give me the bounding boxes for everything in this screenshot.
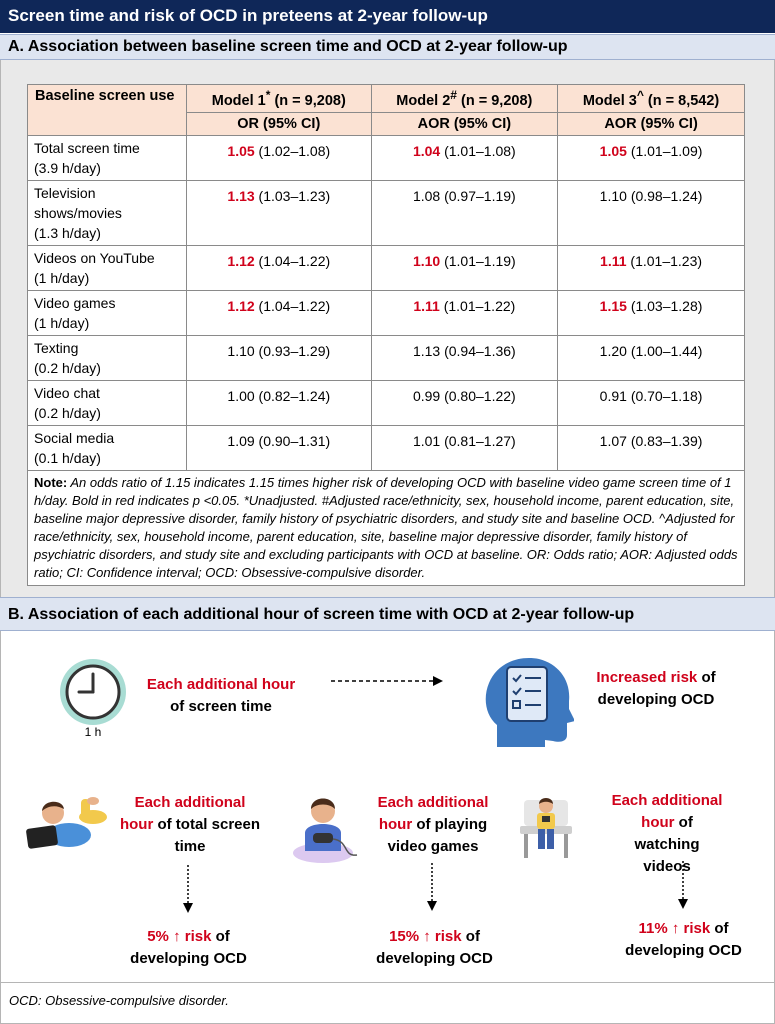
confidence-interval: (0.83–1.39) bbox=[630, 432, 703, 449]
item-2-arrow-icon bbox=[425, 863, 439, 913]
col-stat-model-2: AOR (95% CI) bbox=[371, 112, 558, 135]
item-1-result: 5% ↑ risk of developing OCD bbox=[130, 928, 247, 967]
table-row bbox=[28, 180, 745, 245]
estimate-cell bbox=[371, 425, 558, 470]
col-stat-model-1: OR (95% CI) bbox=[187, 112, 372, 135]
estimate-cell bbox=[187, 245, 372, 290]
table-note: Note: An odds ratio of 1.15 indicates 1.15 times higher risk of developing OCD with baseline video game screen time of 1 h/day. Bold in red indicates p <0.05. *Unadjusted. #Adjusted race/ethnicity, sex, household income, parent education, site, baseline major depressive disorder, family history of psychiatric disorders, and study site and baseline OCD. ^Adjusted for race/ethnicity, sex, household income, parent education, site, baseline major depressive disorder, family history of psychiatric disorders, and study site and excluding participants with OCD at baseline. OR: Odds ratio; AOR: Adjusted odds ratio; CI: Confidence interval; OCD: Obsessive-compulsive disorder. bbox=[28, 470, 745, 585]
row-label-line: (1 h/day) bbox=[34, 269, 90, 286]
estimate-value: 1.08 bbox=[412, 187, 441, 204]
item-1-arrow-icon bbox=[181, 865, 195, 915]
estimate-cell bbox=[558, 135, 745, 180]
table-row bbox=[28, 290, 745, 335]
estimate-cell bbox=[558, 380, 745, 425]
estimate-value: 0.99 bbox=[412, 387, 441, 404]
item-2-result: 15% ↑ risk of developing OCD bbox=[376, 928, 493, 967]
confidence-interval: (1.02–1.08) bbox=[258, 142, 331, 159]
top-left-text: Each additional hour of screen time bbox=[146, 676, 296, 715]
row-label-line: Social media bbox=[34, 429, 115, 446]
row-label-line: Total screen time bbox=[34, 139, 140, 156]
estimate-cell bbox=[187, 380, 372, 425]
row-label-line: (0.2 h/day) bbox=[34, 359, 101, 376]
estimate-cell bbox=[371, 380, 558, 425]
col-header-baseline: Baseline screen use bbox=[28, 85, 187, 136]
row-label-line: (0.1 h/day) bbox=[34, 449, 101, 466]
table-row bbox=[28, 245, 745, 290]
row-label bbox=[28, 135, 187, 180]
item-3-result: 11% ↑ risk of developing OCD bbox=[625, 920, 742, 959]
estimate-cell bbox=[558, 180, 745, 245]
section-b-panel bbox=[0, 631, 775, 982]
estimate-cell bbox=[558, 335, 745, 380]
estimate-cell bbox=[187, 290, 372, 335]
estimate-value: 0.91 bbox=[599, 387, 627, 404]
estimate-value: 1.13 bbox=[412, 342, 441, 359]
association-table bbox=[27, 84, 745, 586]
row-label-line: Video chat bbox=[34, 384, 100, 401]
confidence-interval: (1.01–1.23) bbox=[630, 252, 703, 269]
confidence-interval: (1.00–1.44) bbox=[630, 342, 703, 359]
section-a-header: A. Association between baseline screen time and OCD at 2-year follow-up bbox=[0, 34, 775, 60]
row-label-line: (1.3 h/day) bbox=[34, 224, 101, 241]
confidence-interval: (1.01–1.09) bbox=[630, 142, 703, 159]
table-row bbox=[28, 335, 745, 380]
estimate-cell bbox=[187, 180, 372, 245]
row-label bbox=[28, 290, 187, 335]
confidence-interval: (1.01–1.22) bbox=[443, 297, 516, 314]
section-b-header: B. Association of each additional hour of screen time with OCD at 2-year follow-up bbox=[0, 597, 775, 631]
confidence-interval: (1.04–1.22) bbox=[258, 252, 331, 269]
estimate-cell bbox=[558, 290, 745, 335]
estimate-cell bbox=[558, 425, 745, 470]
estimate-value: 1.11 bbox=[413, 297, 440, 314]
estimate-value: 1.11 bbox=[600, 252, 627, 269]
item-2-text: Each additional hour of playing video games bbox=[377, 794, 489, 855]
estimate-value: 1.10 bbox=[599, 187, 627, 204]
estimate-value: 1.10 bbox=[412, 252, 441, 269]
confidence-interval: (0.80–1.22) bbox=[444, 387, 516, 404]
estimate-cell bbox=[371, 180, 558, 245]
row-label-line: (3.9 h/day) bbox=[34, 159, 101, 176]
estimate-cell bbox=[187, 335, 372, 380]
item-3-arrow-icon bbox=[676, 861, 690, 911]
confidence-interval: (0.90–1.31) bbox=[258, 432, 331, 449]
estimate-value: 1.09 bbox=[227, 432, 255, 449]
confidence-interval: (1.03–1.28) bbox=[630, 297, 703, 314]
confidence-interval: (0.97–1.19) bbox=[444, 187, 516, 204]
estimate-value: 1.04 bbox=[412, 142, 441, 159]
item-3-text: Each additional hour of watching videos bbox=[611, 792, 723, 875]
estimate-value: 1.12 bbox=[227, 297, 255, 314]
row-label-line: (1 h/day) bbox=[34, 314, 90, 331]
table-row bbox=[28, 135, 745, 180]
child-gaming-icon bbox=[291, 791, 363, 869]
row-label-line: (0.2 h/day) bbox=[34, 404, 101, 421]
row-label-line: Texting bbox=[34, 339, 79, 356]
estimate-value: 1.10 bbox=[227, 342, 255, 359]
confidence-interval: (1.04–1.22) bbox=[258, 297, 331, 314]
confidence-interval: (1.01–1.08) bbox=[444, 142, 516, 159]
confidence-interval: (0.98–1.24) bbox=[630, 187, 703, 204]
footnote: OCD: Obsessive-compulsive disorder. bbox=[0, 982, 775, 1024]
col-header-model-2: Model 2# (n = 9,208) bbox=[371, 85, 558, 113]
estimate-value: 1.01 bbox=[412, 432, 441, 449]
estimate-cell bbox=[558, 245, 745, 290]
child-tablet-icon bbox=[23, 791, 113, 856]
estimate-value: 1.20 bbox=[599, 342, 627, 359]
estimate-value: 1.05 bbox=[599, 142, 627, 159]
col-header-model-3: Model 3^ (n = 8,542) bbox=[558, 85, 745, 113]
confidence-interval: (1.01–1.19) bbox=[444, 252, 516, 269]
head-checklist-icon bbox=[479, 651, 574, 751]
child-bench-icon bbox=[516, 794, 576, 862]
estimate-cell bbox=[371, 290, 558, 335]
top-right-text: Increased risk of developing OCD bbox=[596, 669, 716, 708]
row-label bbox=[28, 380, 187, 425]
col-header-model-1: Model 1* (n = 9,208) bbox=[187, 85, 372, 113]
estimate-value: 1.07 bbox=[599, 432, 627, 449]
table-row bbox=[28, 425, 745, 470]
estimate-cell bbox=[187, 425, 372, 470]
row-label bbox=[28, 335, 187, 380]
col-stat-model-3: AOR (95% CI) bbox=[558, 112, 745, 135]
figure-title: Screen time and risk of OCD in preteens at 2-year follow-up bbox=[0, 0, 775, 33]
estimate-value: 1.00 bbox=[227, 387, 255, 404]
confidence-interval: (0.70–1.18) bbox=[630, 387, 703, 404]
row-label bbox=[28, 425, 187, 470]
estimate-value: 1.13 bbox=[227, 187, 255, 204]
row-label bbox=[28, 180, 187, 245]
estimate-value: 1.12 bbox=[227, 252, 255, 269]
confidence-interval: (0.94–1.36) bbox=[444, 342, 516, 359]
estimate-value: 1.15 bbox=[599, 297, 627, 314]
estimate-value: 1.05 bbox=[227, 142, 255, 159]
clock-label: 1 h bbox=[84, 725, 102, 739]
row-label-line: Television bbox=[34, 184, 96, 201]
estimate-cell bbox=[371, 245, 558, 290]
confidence-interval: (0.93–1.29) bbox=[258, 342, 331, 359]
row-label-line: Videos on YouTube bbox=[34, 249, 155, 266]
estimate-cell bbox=[187, 135, 372, 180]
estimate-cell bbox=[371, 135, 558, 180]
row-label-line: Video games bbox=[34, 294, 116, 311]
confidence-interval: (1.03–1.23) bbox=[258, 187, 331, 204]
table-row bbox=[28, 380, 745, 425]
item-1-text: Each additional hour of total screen time bbox=[119, 794, 261, 855]
estimate-cell bbox=[371, 335, 558, 380]
confidence-interval: (0.81–1.27) bbox=[444, 432, 516, 449]
row-label-line: shows/movies bbox=[34, 204, 122, 221]
row-label bbox=[28, 245, 187, 290]
dashed-arrow-icon bbox=[329, 673, 447, 689]
confidence-interval: (0.82–1.24) bbox=[258, 387, 331, 404]
